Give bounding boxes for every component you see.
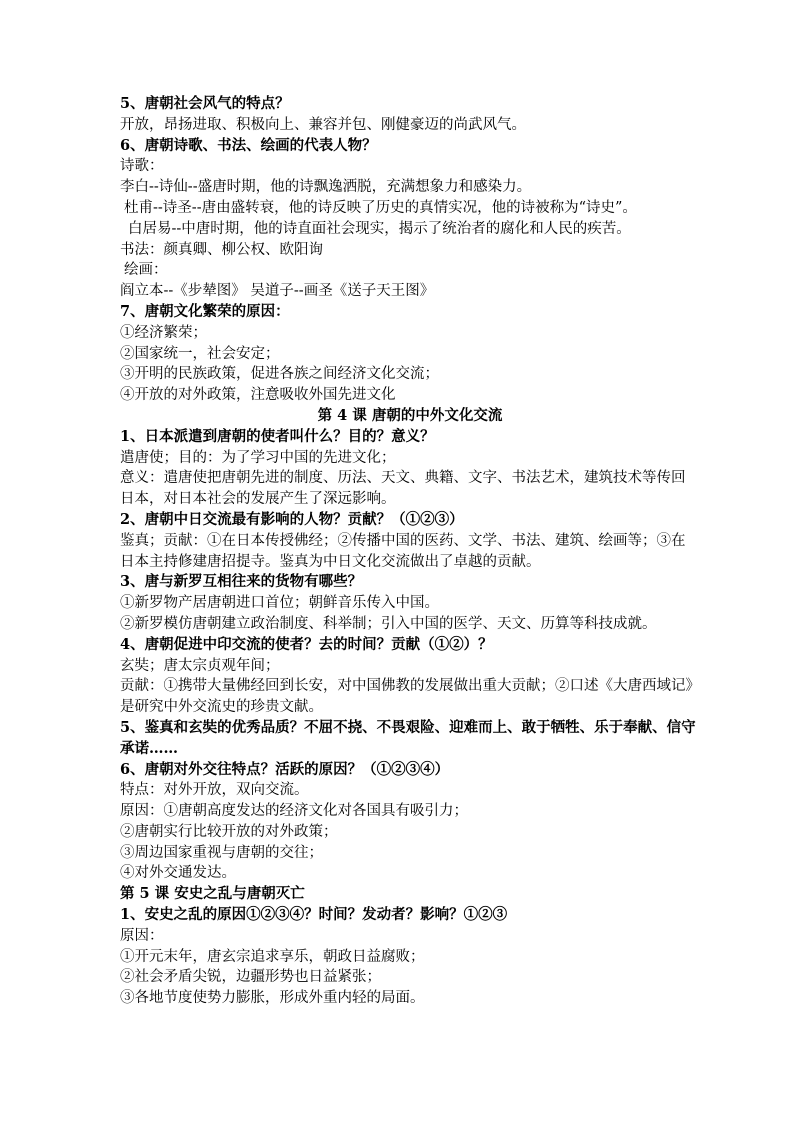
answer-text: 李白--诗仙--盛唐时期，他的诗飘逸洒脱，充满想象力和感染力。 [120, 179, 532, 196]
question-heading: 6、唐朝对外交往特点？活跃的原因？（①②③④） [120, 760, 450, 778]
question-heading: 3、唐与新罗互相往来的货物有哪些？ [120, 573, 363, 591]
question-heading: 5、唐朝社会风气的特点？ [120, 95, 290, 112]
question-heading: 4、唐朝促进中印交流的使者？去的时间？贡献（①②）？ [120, 635, 493, 653]
answer-text: ②新罗模仿唐朝建立政治制度、科举制；引入中国的医学、天文、历算等科技成就。 [120, 615, 657, 632]
answer-text: 杜甫--诗圣--唐由盛转衰，他的诗反映了历史的真情实况，他的诗被称为“诗史”。 [124, 199, 637, 216]
answer-text: 书法：颜真卿、柳公权、欧阳询 [120, 241, 323, 258]
answer-text: 意义：遣唐使把唐朝先进的制度、历法、天文、典籍、文字、书法艺术，建筑技术等传回 [120, 470, 686, 487]
answer-text: 日本主持修建唐招提寺。鉴真为中日文化交流做出了卓越的贡献。 [120, 553, 541, 570]
answer-text: 特点：对外开放，双向交流。 [120, 782, 309, 799]
answer-text: 阎立本--《步辇图》 吴道子--画圣《送子天王图》 [120, 283, 435, 300]
question-heading: 1、日本派遣到唐朝的使者叫什么？目的？意义？ [120, 427, 435, 445]
answer-text: 贡献：①携带大量佛经回到长安，对中国佛教的发展做出重大贡献；②口述《大唐西域记》 [120, 678, 700, 695]
answer-text: 绘画： [124, 262, 168, 279]
question-heading: 2、唐朝中日交流最有影响的人物？贡献？（①②③） [120, 510, 464, 528]
question-heading: 5、鉴真和玄奘的优秀品质？不屈不挠、不畏艰险、迎难而上、敢于牺牲、乐于奉献、信守 [120, 718, 696, 736]
answer-text: ①经济繁荣； [120, 324, 207, 341]
document-page [120, 94, 700, 1009]
answer-text: 诗歌： [120, 158, 164, 175]
answer-text: 是研究中外交流史的珍贵文献。 [120, 699, 323, 716]
answer-text: 原因：①唐朝高度发达的经济文化对各国具有吸引力； [120, 803, 468, 820]
answer-text: 遣唐使；目的：为了学习中国的先进文化； [120, 449, 396, 466]
question-heading: 6、唐朝诗歌、书法、绘画的代表人物？ [120, 136, 377, 154]
answer-text: ③开明的民族政策，促进各族之间经济文化交流； [120, 366, 439, 383]
answer-text: 日本，对日本社会的发展产生了深远影响。 [120, 491, 396, 508]
answer-text: 玄奘；唐太宗贞观年间； [120, 657, 280, 674]
answer-text: ②国家统一，社会安定； [120, 345, 280, 362]
question-heading: 承诺…… [120, 739, 178, 757]
answer-text: ③各地节度使势力膨胀，形成外重内轻的局面。 [120, 990, 425, 1007]
answer-text: ③周边国家重视与唐朝的交往； [120, 844, 323, 861]
lesson-title: 第 5 课 安史之乱与唐朝灭亡 [120, 885, 305, 903]
lesson-title: 第 4 课 唐朝的中外文化交流 [317, 406, 503, 424]
answer-text: ②唐朝实行比较开放的对外政策； [120, 823, 338, 840]
answer-text: 原因： [120, 927, 164, 944]
answer-text: ①开元末年，唐玄宗追求享乐，朝政日益腐败； [120, 948, 425, 965]
answer-text: 白居易--中唐时期，他的诗直面社会现实，揭示了统治者的腐化和人民的疾苦。 [128, 220, 631, 237]
answer-text: ④开放的对外政策，注意吸收外国先进文化 [120, 387, 396, 404]
question-heading: 7、唐朝文化繁荣的原因： [120, 302, 290, 320]
answer-text: ②社会矛盾尖锐，边疆形势也日益紧张； [120, 969, 381, 986]
answer-text: 开放，昂扬进取、积极向上、兼容并包、刚健豪迈的尚武风气。 [120, 116, 526, 133]
answer-text: 鉴真；贡献：①在日本传授佛经；②传播中国的医药、文学、书法、建筑、绘画等；③在 [120, 532, 686, 549]
answer-text: ④对外交通发达。 [120, 865, 236, 882]
question-heading: 1、安史之乱的原因①②③④？时间？发动者？影响？①②③ [120, 906, 508, 924]
answer-text: ①新罗物产居唐朝进口首位；朝鲜音乐传入中国。 [120, 595, 439, 612]
